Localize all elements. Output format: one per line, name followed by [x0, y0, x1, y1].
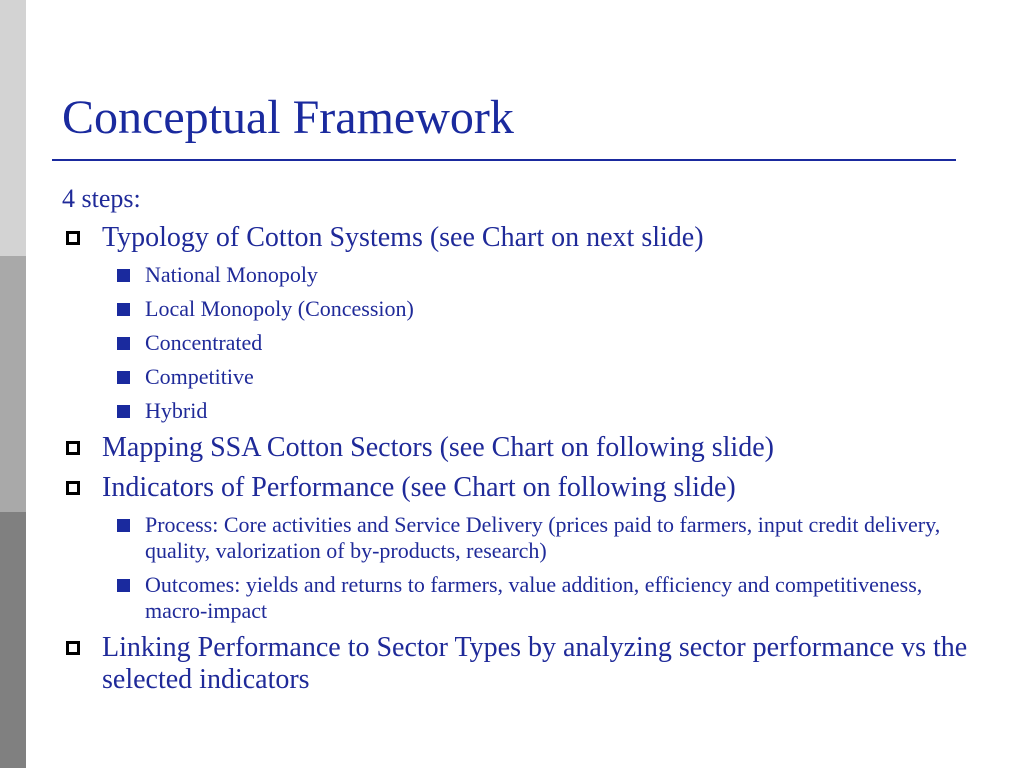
side-bar-segment-light [0, 0, 26, 256]
bullet-text: Mapping SSA Cotton Sectors (see Chart on following slide) [102, 432, 774, 463]
sub-bullet-item [62, 262, 972, 288]
bullet-item [62, 632, 972, 696]
title-underline [52, 159, 956, 161]
sub-bullet-text: Competitive [145, 364, 254, 389]
sub-bullet-item [62, 398, 972, 424]
sub-bullet-text: Outcomes: yields and returns to farmers, value addition, efficiency and competitiveness, macro-impact [145, 572, 923, 623]
filled-square-bullet-icon [117, 579, 130, 592]
sub-bullet-item [62, 330, 972, 356]
slide-body [62, 182, 972, 704]
hollow-square-bullet-icon [66, 481, 80, 495]
side-bar-segment-medium [0, 256, 26, 512]
bullet-text: Indicators of Performance (see Chart on following slide) [102, 472, 736, 503]
filled-square-bullet-icon [117, 371, 130, 384]
sub-bullet-text: National Monopoly [145, 262, 318, 287]
sub-bullet-text: Local Monopoly (Concession) [145, 296, 414, 321]
sub-bullet-text: Hybrid [145, 398, 208, 423]
filled-square-bullet-icon [117, 269, 130, 282]
sub-bullet-list [62, 262, 972, 424]
bullet-item [62, 432, 972, 464]
bullet-text: Linking Performance to Sector Types by analyzing sector performance vs the selected indicators [102, 632, 968, 695]
sub-bullet-item [62, 572, 972, 624]
bullet-item [62, 472, 972, 504]
sub-bullet-item [62, 512, 972, 564]
sub-bullet-text: Process: Core activities and Service Delivery (prices paid to farmers, input credit delivery, quality, valorization of by-products, research) [145, 512, 941, 563]
bullet-item [62, 222, 972, 254]
intro-text: 4 steps: [62, 184, 141, 213]
sub-bullet-text: Concentrated [145, 330, 263, 355]
filled-square-bullet-icon [117, 337, 130, 350]
filled-square-bullet-icon [117, 519, 130, 532]
sub-bullet-item [62, 364, 972, 390]
hollow-square-bullet-icon [66, 641, 80, 655]
slide-title: Conceptual Framework [62, 91, 514, 144]
filled-square-bullet-icon [117, 405, 130, 418]
sub-bullet-item [62, 296, 972, 322]
side-decoration-bar [0, 0, 26, 768]
hollow-square-bullet-icon [66, 441, 80, 455]
side-bar-segment-dark [0, 512, 26, 768]
filled-square-bullet-icon [117, 303, 130, 316]
bullet-text: Typology of Cotton Systems (see Chart on next slide) [102, 222, 704, 253]
sub-bullet-list [62, 512, 972, 624]
hollow-square-bullet-icon [66, 231, 80, 245]
